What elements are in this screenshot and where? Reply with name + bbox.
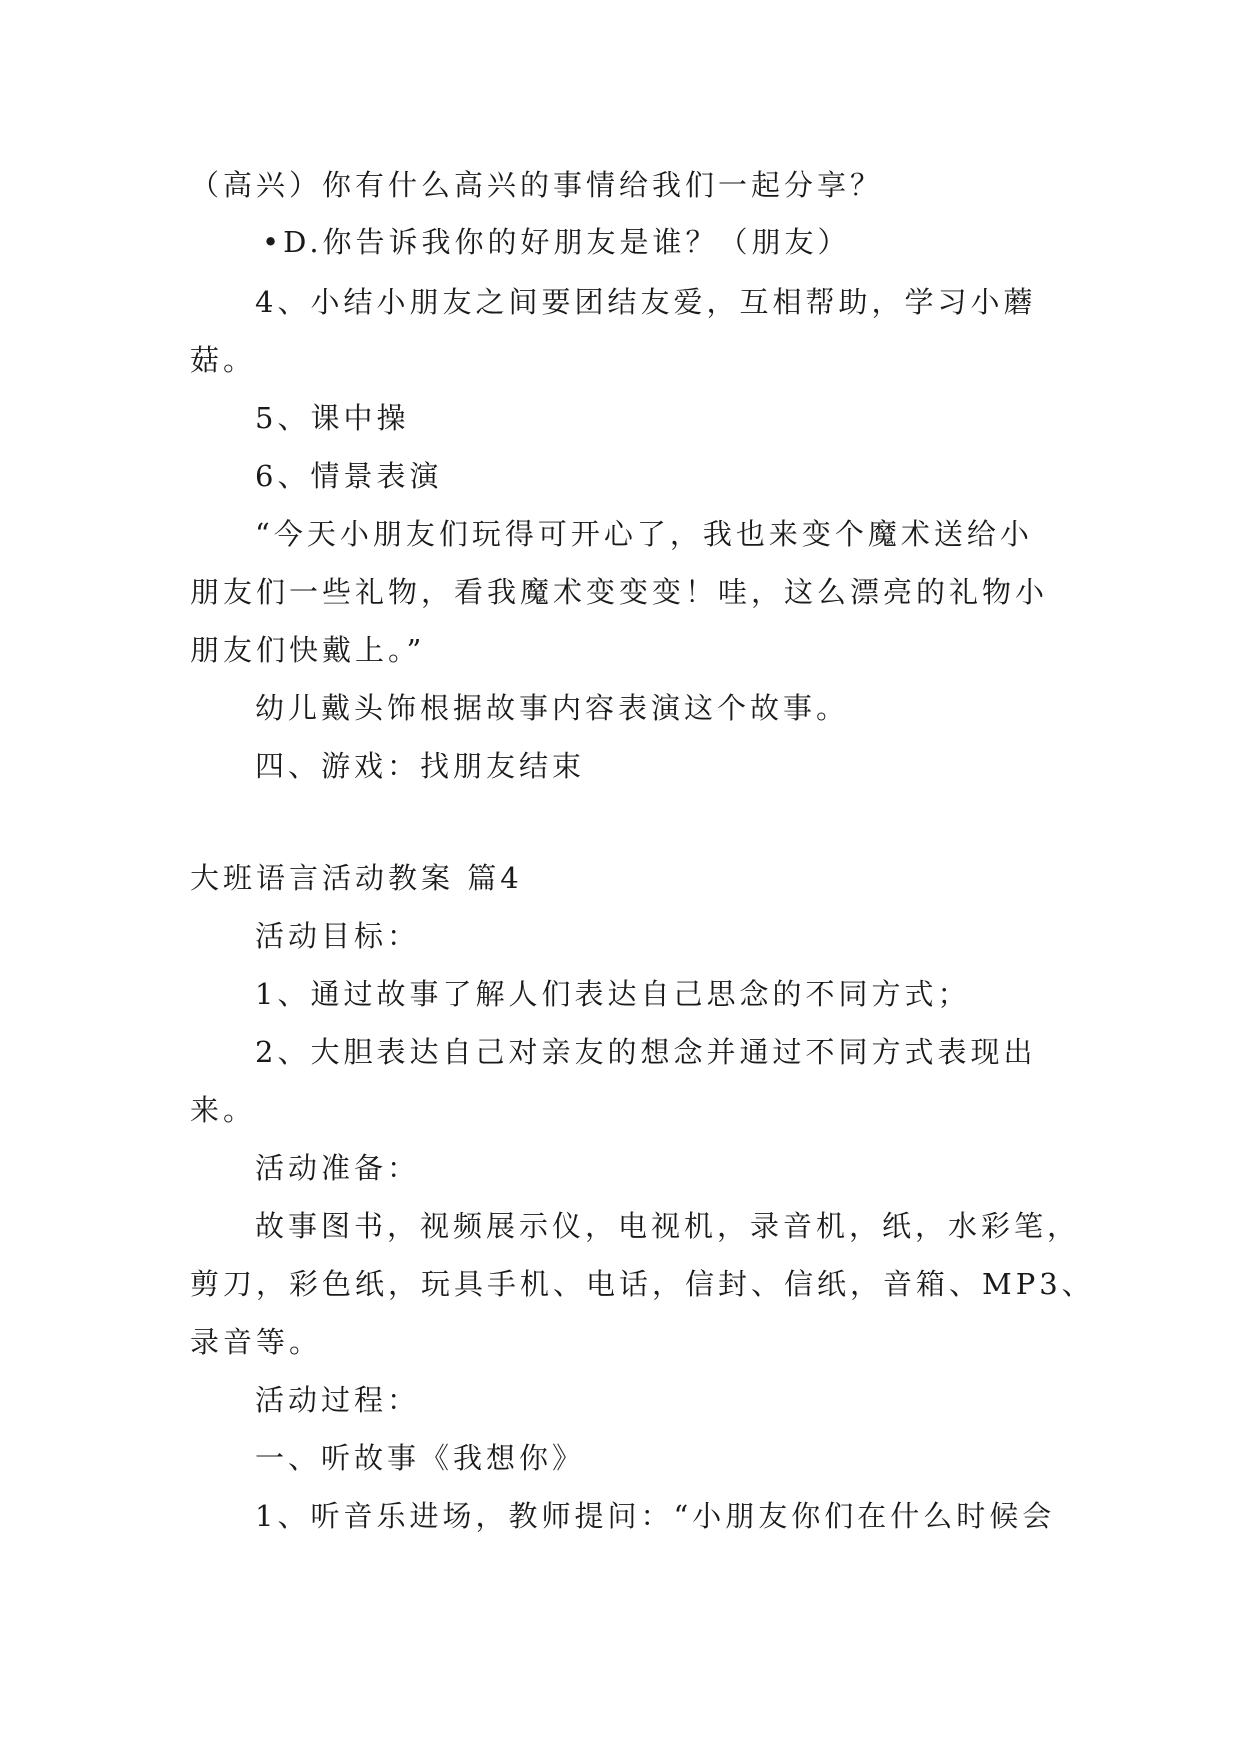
paragraph-line: 1、听音乐进场，教师提问：“小朋友你们在什么时候会	[255, 1499, 1056, 1533]
paragraph-line: 活动目标：	[255, 919, 421, 953]
paragraph-line: 朋友们快戴上。”	[190, 633, 426, 667]
paragraph-line: 菇。	[190, 343, 257, 377]
paragraph-line: 录音等。	[190, 1325, 323, 1359]
paragraph-line: 剪刀，彩色纸，玩具手机、电话，信封、信纸，音箱、MP3、	[190, 1267, 1095, 1301]
paragraph-line: 4、小结小朋友之间要团结友爱，互相帮助，学习小蘑	[255, 285, 1037, 319]
paragraph-line: “今天小朋友们玩得可开心了，我也来变个魔术送给小	[255, 517, 1033, 551]
paragraph-line: （高兴）你有什么高兴的事情给我们一起分享？	[190, 168, 884, 202]
paragraph-line: 一、听故事《我想你》	[255, 1441, 586, 1475]
paragraph-line: 故事图书，视频展示仪，电视机，录音机，纸，水彩笔，	[255, 1209, 1081, 1243]
paragraph-line: 1、通过故事了解人们表达自己思念的不同方式；	[255, 977, 971, 1011]
paragraph-line: 幼儿戴头饰根据故事内容表演这个故事。	[255, 691, 850, 725]
paragraph-line: 2、大胆表达自己对亲友的想念并通过不同方式表现出	[255, 1035, 1037, 1069]
paragraph-line: 5、课中操	[255, 401, 410, 435]
bullet-line: •D.你告诉我你的好朋友是谁？（朋友）	[262, 225, 851, 259]
paragraph-line: 来。	[190, 1093, 257, 1127]
section-heading: 大班语言活动教案 篇4	[190, 861, 523, 895]
paragraph-line: 四、游戏：找朋友结束	[255, 749, 586, 783]
paragraph-line: 活动过程：	[255, 1383, 421, 1417]
paragraph-line: 6、情景表演	[255, 459, 443, 493]
paragraph-line: 朋友们一些礼物，看我魔术变变变！哇，这么漂亮的礼物小	[190, 575, 1049, 609]
paragraph-line: 活动准备：	[255, 1151, 421, 1185]
